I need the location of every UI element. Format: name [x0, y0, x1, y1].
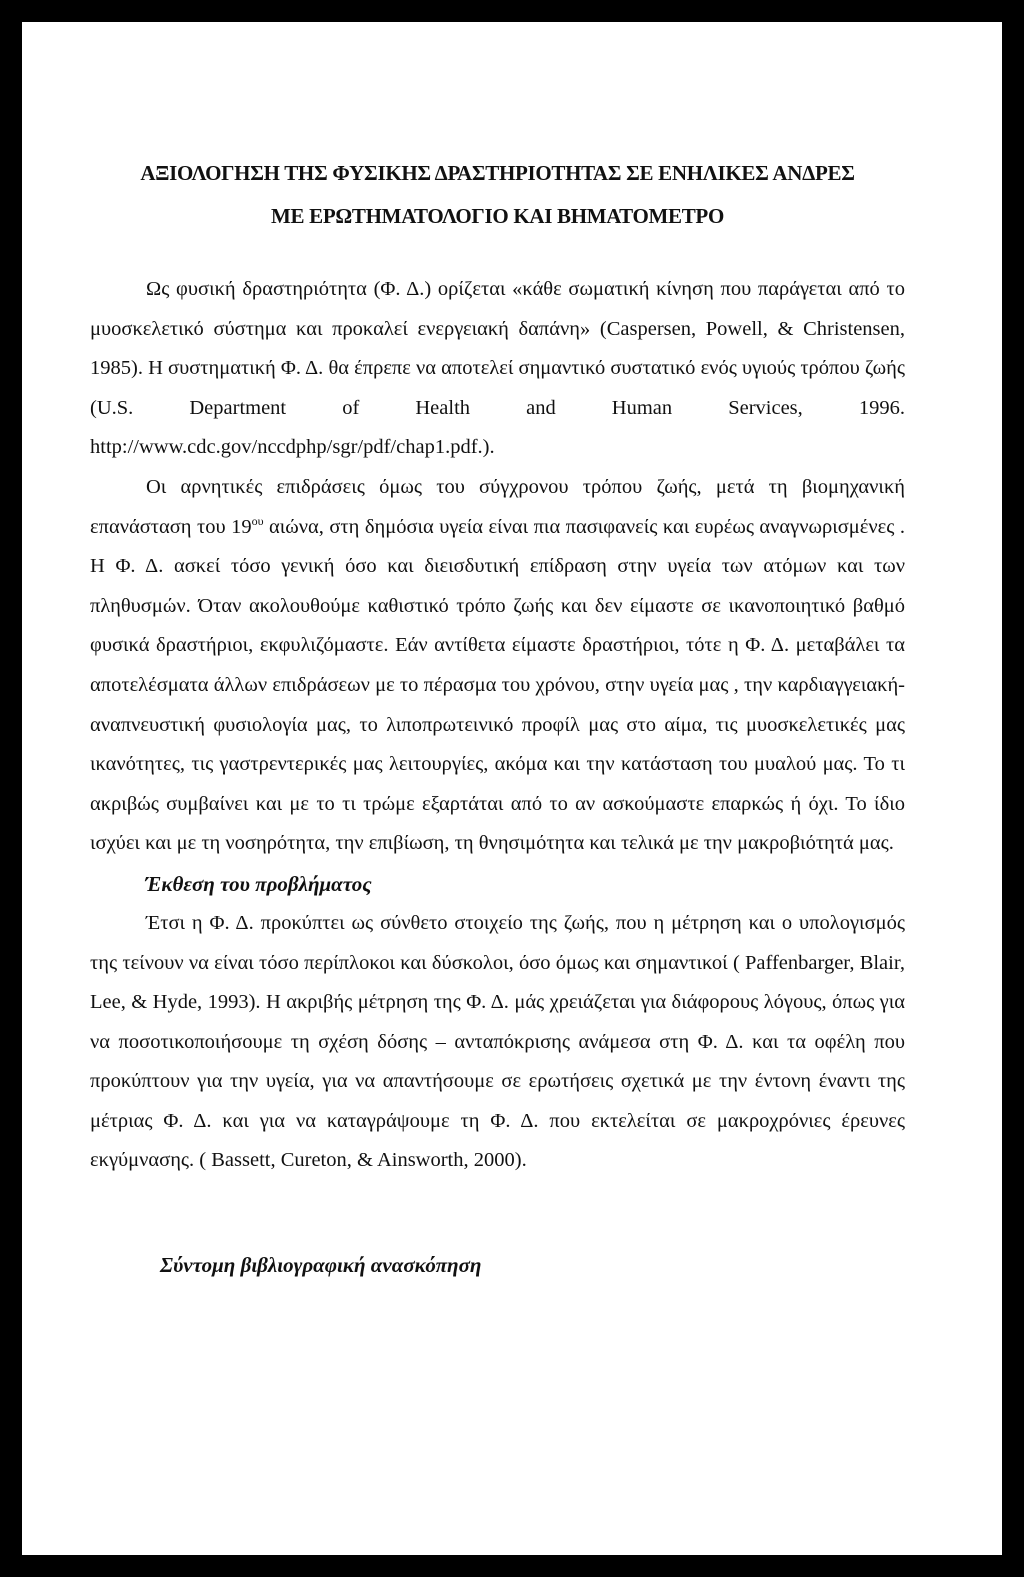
title-line-1: ΑΞΙΟΛΟΓΗΣΗ ΤΗΣ ΦΥΣΙΚΗΣ ΔΡΑΣΤΗΡΙΟΤΗΤΑΣ ΣΕ ΕΝΗΛΙΚΕΣ ΑΝΔΡΕΣ	[140, 161, 855, 185]
ordinal-superscript: ου	[251, 513, 264, 528]
heading-literature-review: Σύντομη βιβλιογραφική ανασκόπηση	[160, 1253, 482, 1278]
document-body	[90, 152, 905, 1285]
paragraph-effects-rest: αιώνα, στη δημόσια υγεία είναι πια πασιφανείς και ευρέως αναγνωρισμένες . Η Φ. Δ. ασκεί τόσο γενική όσο και διεισδυτική επίδραση στην υγεία των ατόμων και των πληθυσμών. Όταν ακολουθούμε καθιστικό τρόπο ζωής και δεν είμαστε σε ικανοποιητικό βαθμό φυσικά δραστήριοι, εκφυλιζόμαστε. Εάν αντίθετα είμαστε δραστήριοι, τότε η Φ. Δ. μεταβάλει τα αποτελέσματα άλλων επιδράσεων με το πέρασμα του χρόνου, στην υγεία μας , την καρδιαγγειακή-αναπνευστική φυσιολογία μας, το λιποπρωτεινικό προφίλ μας στο αίμα, τις μυοσκελετικές μας ικανότητες, τις γαστρεντερικές μας λειτουργίες, ακόμα και την κατάσταση του μυαλού μας. Το τι ακριβώς συμβαίνει και με το τι τρώμε εξαρτάται από το αν ασκούμαστε επαρκώς ή όχι. Το ίδιο ισχύει και με τη νοσηρότητα, την επιβίωση, τη θνησιμότητα και τελικά με την μακροβιότητά μας.	[90, 515, 905, 855]
paragraph-effects	[90, 468, 905, 864]
document-page	[22, 22, 1002, 1555]
paragraph-measurement: Έτσι η Φ. Δ. προκύπτει ως σύνθετο στοιχείο της ζωής, που η μέτρηση και ο υπολογισμός της τείνουν να είναι τόσο περίπλοκοι και δύσκολοι, όσο όμως και σημαντικοί ( Paffenbarger, Blair, Lee, & Hyde, 1993). Η ακριβής μέτρηση της Φ. Δ. μάς χρειάζεται για διάφορους λόγους, όπως για να ποσοτικοποιήσουμε τη σχέση δόσης – ανταπόκρισης ανάμεσα στη Φ. Δ. και τα οφέλη που προκύπτουν για την υγεία, για να απαντήσουμε σε ερωτήσεις σχετικά με την έντονη έναντι της μέτριας Φ. Δ. και για να καταγράψουμε τη Φ. Δ. που εκτελείται σε μακροχρόνιες έρευνες εκγύμνασης. ( Bassett, Cureton, & Ainsworth, 2000).	[90, 911, 905, 1172]
paragraph-definition: Ως φυσική δραστηριότητα (Φ. Δ.) ορίζεται «κάθε σωματική κίνηση που παράγεται από το μυοσκελετικό σύστημα και προκαλεί ενεργειακή δαπάνη» (Caspersen, Powell, & Christensen, 1985). Η συστηματική Φ. Δ. θα έπρεπε να αποτελεί σημαντικό συστατικό ενός υγιούς τρόπου ζωής (U.S. Department of Health and Human Services, 1996. http://www.cdc.gov/nccdphp/sgr/pdf/chap1.pdf.).	[90, 278, 905, 459]
title-line-2: ΜΕ ΕΡΩΤΗΜΑΤΟΛΟΓΙΟ ΚΑΙ ΒΗΜΑΤΟΜΕΤΡΟ	[271, 204, 724, 228]
paragraph-effects-start: Οι αρνητικές επιδράσεις όμως του σύγχρονου τρόπου ζωής, μετά τη βιομηχανική επανάσταση του 19	[90, 475, 905, 538]
document-title	[90, 152, 905, 238]
heading-problem-statement: Έκθεση του προβλήματος	[145, 871, 372, 896]
